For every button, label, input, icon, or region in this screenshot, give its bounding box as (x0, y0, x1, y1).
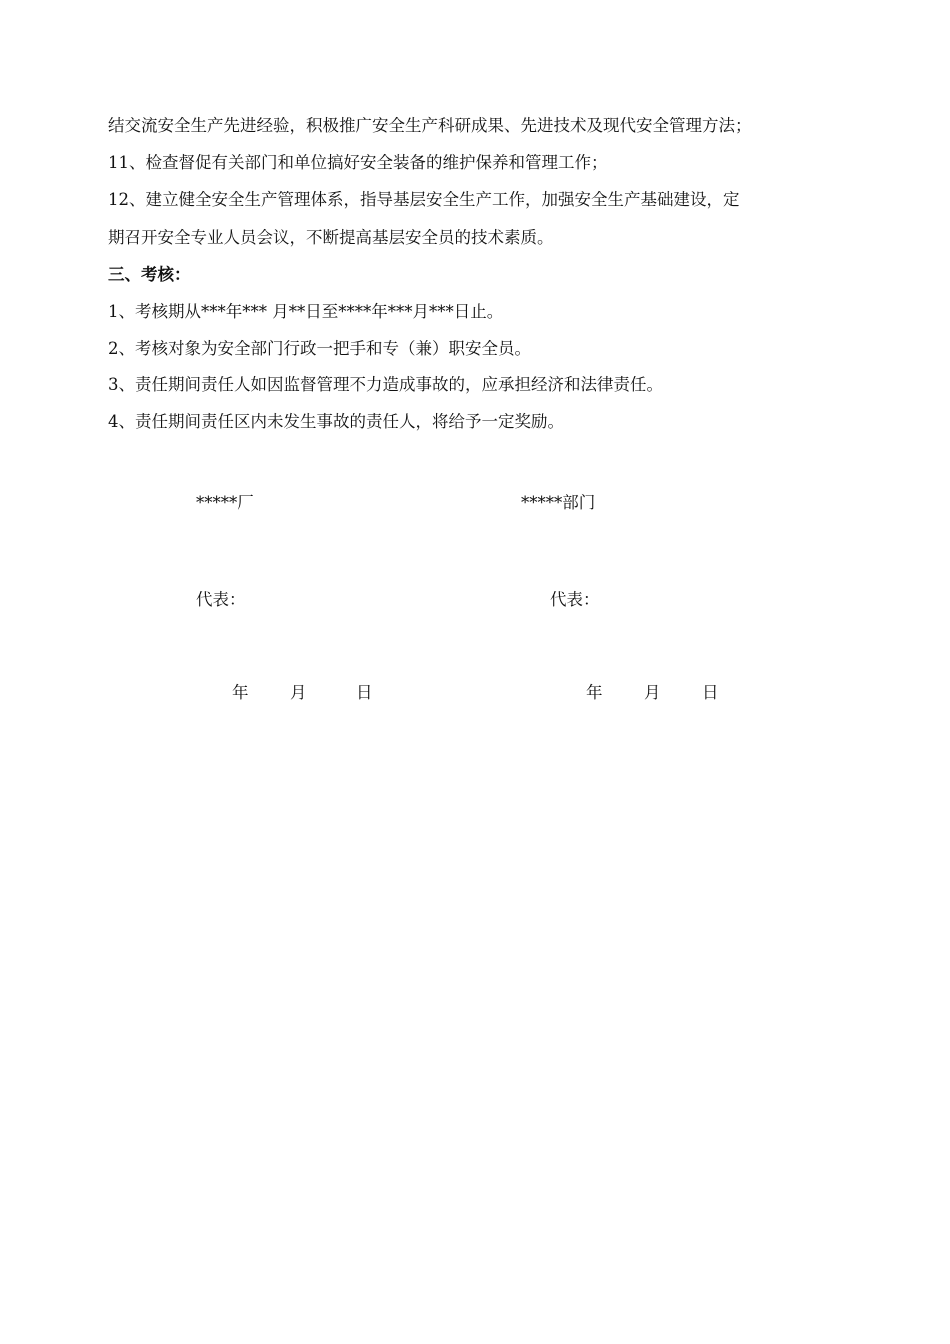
assessment-item-2: 2、考核对象为安全部门行政一把手和专（兼）职安全员。 (108, 339, 531, 358)
assessment-item-4: 4、责任期间责任区内未发生事故的责任人，将给予一定奖励。 (108, 412, 564, 431)
signature-right-date-month: 月 (644, 683, 661, 702)
signature-left-party: *****厂 (196, 493, 254, 512)
assessment-item-3: 3、责任期间责任人如因监督管理不力造成事故的，应承担经济和法律责任。 (108, 375, 663, 394)
section-heading-assessment: 三、考核： (108, 265, 191, 284)
signature-right-date-day: 日 (702, 683, 719, 702)
paragraph-line-1: 结交流安全生产先进经验，积极推广安全生产科研成果、先进技术及现代安全管理方法； (108, 116, 752, 135)
signature-right-date-year: 年 (586, 683, 603, 702)
signature-right-party: *****部门 (521, 493, 596, 512)
assessment-item-1: 1、考核期从***年*** 月**日至****年***月***日止。 (108, 302, 504, 321)
signature-left-rep-label: 代表： (196, 590, 246, 609)
item-11: 11、检查督促有关部门和单位搞好安全装备的维护保养和管理工作； (108, 153, 608, 172)
signature-left-date-day: 日 (356, 683, 373, 702)
item-12-line-2: 期召开安全专业人员会议，不断提高基层安全员的技术素质。 (108, 228, 554, 247)
signature-left-date-year: 年 (232, 683, 249, 702)
item-12-line-1: 12、建立健全安全生产管理体系，指导基层安全生产工作，加强安全生产基础建设，定 (108, 190, 740, 209)
signature-right-rep-label: 代表： (550, 590, 600, 609)
signature-left-date-month: 月 (290, 683, 307, 702)
